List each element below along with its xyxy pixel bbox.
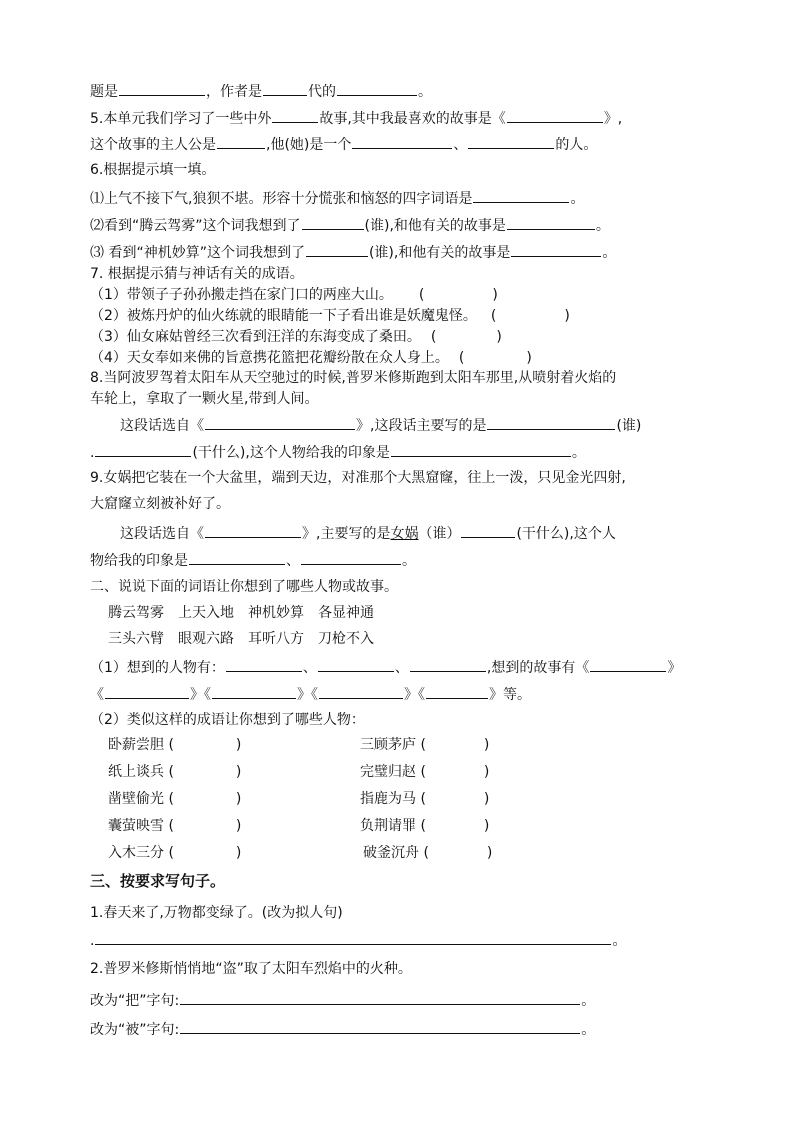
text: 改为“被”字句:: [90, 1022, 180, 1038]
idiom: 眼观六路: [178, 631, 234, 647]
paren-close: ): [483, 818, 490, 834]
blank-q9-source[interactable]: [205, 522, 301, 538]
text: 的人。: [555, 137, 598, 153]
text: 代的: [308, 84, 336, 100]
q8-line3: [120, 414, 733, 436]
paren-open: (: [168, 791, 174, 807]
text: 》,这段话主要写的是: [356, 418, 487, 434]
text: ,他(她)是一个: [266, 137, 352, 153]
idiom-item: [360, 761, 489, 783]
paren-open: (: [168, 818, 174, 834]
text: （4）天女奉如来佛的旨意携花篮把花瓣纷散在众人身上。: [90, 350, 449, 366]
blank-story3[interactable]: [212, 683, 296, 699]
q7-title: [90, 263, 733, 285]
idiom: 三头六臂: [108, 631, 164, 647]
text: 》,主要写的是: [302, 526, 391, 542]
text: 《: [90, 687, 104, 703]
sec3-q2-bei: [90, 1018, 733, 1040]
q9-line4: [90, 549, 733, 571]
idiom: 腾云驾雾: [108, 605, 164, 621]
blank-q6-3b[interactable]: [511, 241, 601, 257]
text: 。: [571, 445, 586, 461]
idiom: 破釜沉舟: [363, 845, 419, 861]
text: 》《: [297, 687, 318, 703]
section-heading: 二、说说下面的词语让你想到了哪些人物或故事。: [90, 579, 398, 595]
text: ⑴上气不接下气,狼狈不堪。形容十分慌张和恼怒的四字词语是: [90, 191, 473, 207]
blank-person1[interactable]: [226, 656, 302, 672]
paren-open: (: [168, 737, 174, 753]
idiom-item: [108, 842, 241, 864]
idiom: 三顾茅庐: [360, 737, 416, 753]
blank-q5-story[interactable]: [507, 107, 603, 123]
idiom-item: [363, 842, 492, 864]
blank-q9-what[interactable]: [461, 522, 515, 538]
text: （1）想到的人物有：: [90, 660, 225, 676]
idiom: 上天入地: [178, 605, 234, 621]
blank-q5-trait1[interactable]: [352, 133, 452, 149]
idiom: 囊萤映雪: [108, 818, 164, 834]
text: （3）仙女麻姑曾经三次看到汪洋的东海变成了桑田。: [90, 329, 421, 345]
blank-q5-hero[interactable]: [217, 133, 265, 149]
text: 。: [602, 245, 617, 261]
paren-close: ): [235, 791, 242, 807]
paren-close: ): [235, 764, 242, 780]
idiom: 耳听八方: [248, 631, 304, 647]
idiom: 指鹿为马: [360, 791, 416, 807]
answer-nuwa: 女娲: [390, 526, 419, 542]
q7-item1: [90, 284, 733, 306]
blank-title[interactable]: [119, 80, 205, 96]
text: 》等。: [489, 687, 531, 703]
text: 1.春天来了,万物都变绿了。(改为拟人句): [90, 905, 343, 921]
paren-close: ): [564, 308, 570, 324]
q7-item2: [90, 305, 733, 327]
text: (干什么),这个人物给我的印象是: [192, 445, 390, 461]
idiom: 刀枪不入: [318, 631, 374, 647]
blank-story1[interactable]: [590, 656, 666, 672]
idiom: 入木三分: [108, 845, 164, 861]
sec3-q1: [90, 902, 733, 924]
sec2-title: [90, 576, 733, 598]
blank-story5[interactable]: [426, 683, 488, 699]
answer-line-bei[interactable]: [180, 1018, 580, 1034]
blank-q6-2b[interactable]: [507, 214, 595, 230]
paren-close: ): [483, 737, 490, 753]
idiom-item: [360, 734, 489, 756]
q8-line2: [90, 388, 733, 410]
blank-q8-who[interactable]: [487, 414, 615, 430]
q9-line2: [90, 493, 733, 515]
text: 。: [595, 218, 610, 234]
sec3-title: [90, 870, 733, 892]
text: 》《: [404, 687, 425, 703]
text: 这段话选自《: [120, 418, 204, 434]
section-heading: 三、按要求写句子。: [90, 872, 226, 890]
paren-open: (: [420, 791, 426, 807]
text: （1）带领子子孙孙搬走挡在家门口的两座大山。: [90, 287, 393, 303]
text: 。: [402, 553, 416, 569]
q7-item4: [90, 347, 733, 369]
idiom-item: [360, 815, 489, 837]
idiom: 完璧归赵: [360, 764, 416, 780]
text: 。: [418, 84, 432, 100]
text: 车轮上，拿取了一颗火星,带到人间。: [90, 391, 319, 407]
sec3-q1-answer: [90, 929, 733, 951]
q7-item3: [90, 326, 733, 348]
text: 故事,其中我最喜欢的故事是《: [319, 111, 506, 127]
paren-close: ): [483, 791, 490, 807]
idiom: 神机妙算: [248, 605, 304, 621]
blank-person3[interactable]: [410, 656, 486, 672]
paren-close: ): [235, 818, 242, 834]
paren-open: (: [490, 308, 497, 324]
text: 改为“把”字句:: [90, 993, 180, 1009]
text: 大窟窿立刻被补好了。: [90, 496, 230, 512]
idiom-item: [108, 734, 241, 756]
blank-story2[interactable]: [105, 683, 189, 699]
blank-q8-source[interactable]: [205, 414, 355, 430]
text: 5.本单元我们学习了一些中外: [90, 111, 272, 127]
blank-story4[interactable]: [319, 683, 403, 699]
idiom-row-1: [108, 602, 733, 624]
idiom-item: [108, 761, 241, 783]
blank-author[interactable]: [337, 80, 417, 96]
text: (谁),和他有关的故事是: [368, 245, 511, 261]
idiom: 卧薪尝胆: [108, 737, 164, 753]
paren-close: ): [526, 350, 532, 366]
sec2-q1-line2: [90, 683, 733, 705]
text: 8.当阿波罗驾着太阳车从天空驰过的时候,普罗米修斯跑到太阳车那里,从喷射着火焰的: [90, 370, 617, 386]
line-title-author: [90, 80, 733, 102]
text: 。: [581, 993, 596, 1009]
text: 》《: [190, 687, 211, 703]
text: 》: [667, 660, 682, 676]
text: 。: [570, 191, 585, 207]
idiom-item: [108, 788, 241, 810]
q6-item3: [90, 241, 733, 263]
blank-dynasty[interactable]: [263, 80, 307, 96]
paren-open: (: [420, 764, 426, 780]
text: 2.普罗米修斯悄悄地“盗”取了太阳车烈焰中的火种。: [90, 961, 412, 977]
paren-open: (: [168, 845, 174, 861]
text: ，作者是: [206, 84, 262, 100]
text: ⑶ 看到“神机妙算”这个词我想到了: [90, 245, 305, 261]
q9-line1: [90, 467, 733, 489]
blank-q6-2a[interactable]: [302, 214, 364, 230]
q5-line1: [90, 107, 733, 129]
answer-line[interactable]: [95, 929, 611, 945]
blank-q8-impression[interactable]: [391, 441, 571, 457]
sec3-q2: [90, 958, 733, 980]
idiom-item: [360, 788, 489, 810]
blank-q5-trait2[interactable]: [468, 133, 554, 149]
text: 物给我的印象是: [90, 553, 188, 569]
blank-q6-3a[interactable]: [306, 241, 368, 257]
idiom: 负荆请罪: [360, 818, 416, 834]
text: 6.根据提示填一填。: [90, 162, 216, 178]
paren-open: (: [458, 350, 465, 366]
text: （2）被炼丹炉的仙火练就的眼睛能一下子看出谁是妖魔鬼怪。: [90, 308, 477, 324]
paren-close: ): [235, 737, 242, 753]
paren-close: ): [235, 845, 242, 861]
paren-close: ): [483, 764, 490, 780]
paren-open: (: [423, 845, 429, 861]
q6-title: [90, 159, 733, 181]
idiom: 各显神通: [318, 605, 374, 621]
text: 题是: [90, 84, 118, 100]
text: (干什么),这个人: [516, 526, 616, 542]
blank-q6-1[interactable]: [473, 187, 569, 203]
blank-q8-what[interactable]: [95, 441, 191, 457]
sec2-q2: [90, 709, 733, 731]
text: （谁）: [418, 526, 461, 542]
paren-close: ): [496, 329, 502, 345]
blank-q9-imp2[interactable]: [301, 549, 401, 565]
idiom: 纸上谈兵: [108, 764, 164, 780]
sec2-q1-line1: [90, 656, 733, 678]
idiom-item: [108, 815, 241, 837]
q8-line1: [90, 367, 733, 389]
blank-q5-type[interactable]: [272, 107, 318, 123]
q6-item2: [90, 214, 733, 236]
sec3-q2-ba: [90, 989, 733, 1011]
blank-q9-imp1[interactable]: [189, 549, 285, 565]
paren-open: (: [418, 287, 425, 303]
text: 、: [302, 660, 317, 676]
idiom-row-2: [108, 628, 733, 650]
text: ⑵看到“腾云驾雾”这个词我想到了: [90, 218, 301, 234]
text: 、: [453, 137, 468, 153]
text: 7. 根据提示猜与神话有关的成语。: [90, 266, 304, 282]
q6-item1: [90, 187, 733, 209]
q8-line4: [90, 441, 733, 463]
text: .: [90, 445, 95, 461]
text: 、: [286, 553, 300, 569]
text: 、: [394, 660, 409, 676]
text: .: [90, 933, 95, 949]
paren-open: (: [168, 764, 174, 780]
text: （2）类似这样的成语让你想到了哪些人物：: [90, 712, 365, 728]
q5-line2: [90, 133, 733, 155]
blank-person2[interactable]: [318, 656, 394, 672]
text: 这个故事的主人公是: [90, 137, 216, 153]
paren-open: (: [420, 737, 426, 753]
q9-line3: [120, 522, 733, 544]
paren-close: ): [492, 287, 498, 303]
paren-open: (: [430, 329, 437, 345]
text: (谁): [616, 418, 642, 434]
idiom: 凿壁偷光: [108, 791, 164, 807]
paren-open: (: [420, 818, 426, 834]
text: 。: [581, 1022, 596, 1038]
paren-close: ): [486, 845, 493, 861]
text: 》,: [603, 111, 623, 127]
text: (谁),和他有关的故事是: [364, 218, 506, 234]
text: 9.女娲把它装在一个大盆里，端到天边，对准那个大黑窟窿，往上一泼，只见金光四射,: [90, 470, 626, 486]
text: 。: [612, 933, 627, 949]
text: ,想到的故事有《: [486, 660, 590, 676]
text: 这段话选自《: [120, 526, 204, 542]
answer-line-ba[interactable]: [180, 989, 580, 1005]
